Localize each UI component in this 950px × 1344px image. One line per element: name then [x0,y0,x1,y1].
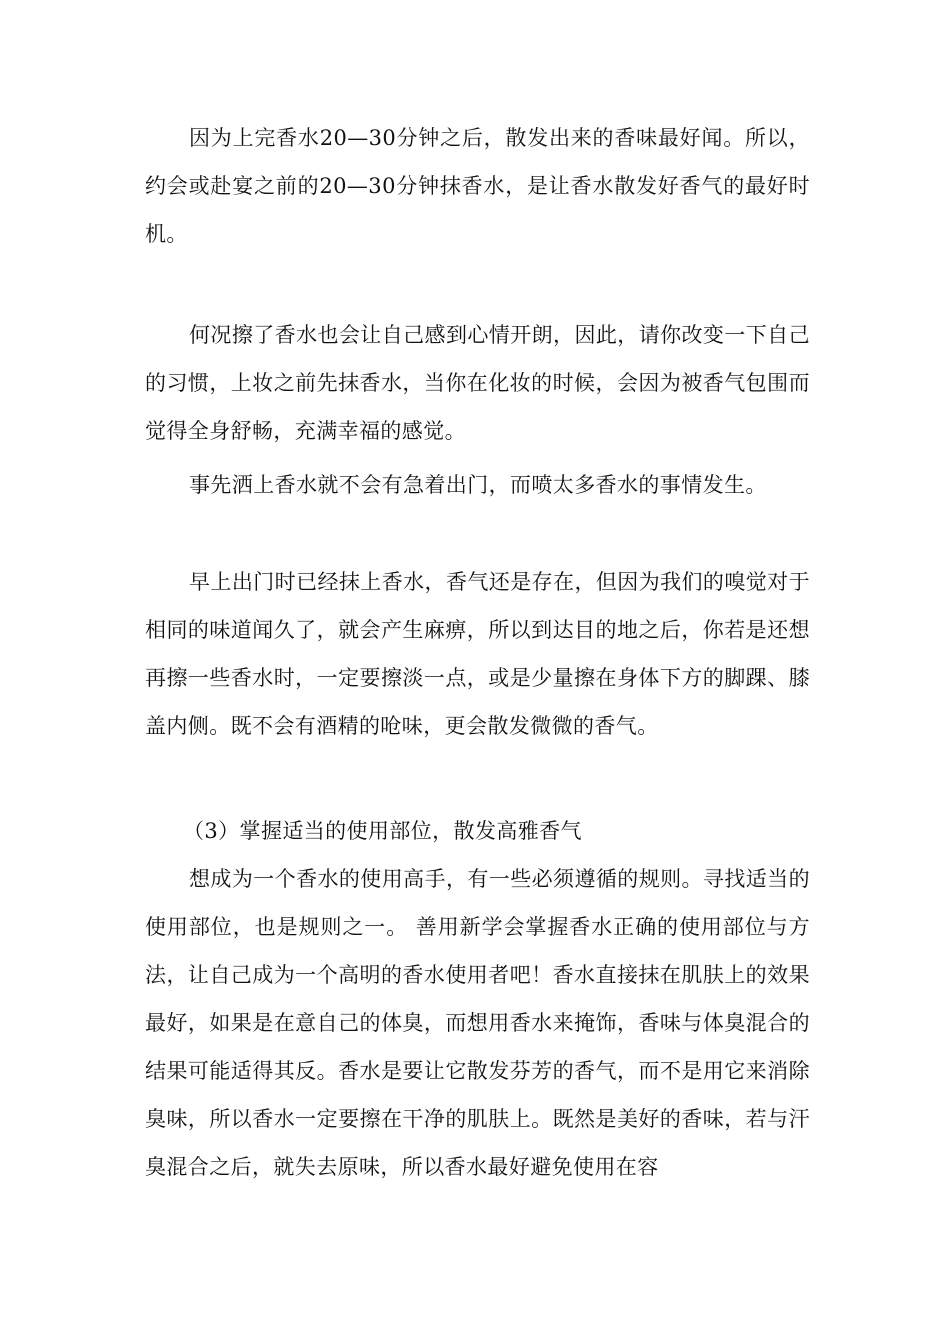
paragraph-mood: 何况擦了香水也会让自己感到心情开朗，因此，请你改变一下自己的习惯，上妆之前先抹香水，当你在化妆的时候，会因为被香气包围而觉得全身舒畅，充满幸福的感觉。 [145,323,810,443]
section-heading: （3）掌握适当的使用部位，散发高雅香气 [183,819,582,843]
paragraph-timing: 因为上完香水20—30分钟之后，散发出来的香味最好闻。所以，约会或赴宴之前的20—30分钟抹香水，是让香水散发好香气的最好时机。 [145,126,810,246]
paragraph-advance: 事先洒上香水就不会有急着出门，而喷太多香水的事情发生。 [189,473,767,497]
paragraph-application-areas: 想成为一个香水的使用高手，有一些必须遵循的规则。寻找适当的使用部位，也是规则之一。 善用新学会掌握香水正确的使用部位与方法，让自己成为一个高明的香水使用者吧！香水直接抹在肌肤上的效果最好，如果是在意自己的体臭，而想用香水来掩饰，香味与体臭混合的结果可能适得其反。香水是要让它散发芬芳的香气，而不是用它来消除臭味，所以香水一定要擦在干净的肌肤上。既然是美好的香味，若与汗臭混合之后，就失去原味，所以香水最好避免使用在容 [145,867,810,1179]
paragraph-reapply: 早上出门时已经抹上香水，香气还是存在，但因为我们的嗅觉对于相同的味道闻久了，就会产生麻痹，所以到达目的地之后，你若是还想再擦一些香水时，一定要擦淡一点，或是少量擦在身体下方的脚踝、膝盖内侧。既不会有酒精的呛味，更会散发微微的香气。 [145,570,810,738]
